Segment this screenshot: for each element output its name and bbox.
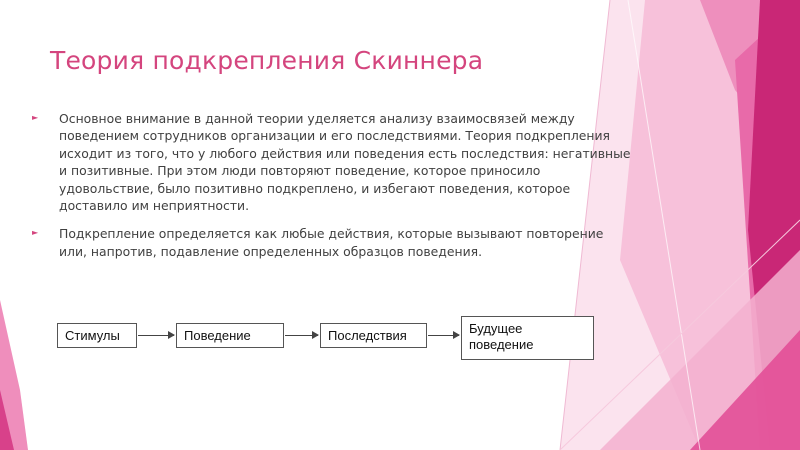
flow-box-consequences: Последствия	[320, 323, 427, 348]
flow-box-future-behavior: Будущее поведение	[461, 316, 594, 360]
flow-arrow-icon	[285, 335, 318, 336]
bullet-arrow-icon: ►	[32, 228, 39, 238]
flow-arrow-icon	[138, 335, 174, 336]
bullet-arrow-icon: ►	[32, 113, 39, 122]
flow-arrow-icon	[428, 335, 459, 336]
slide-title: Теория подкрепления Скиннера	[50, 46, 484, 75]
bullet-text: Основное внимание в данной теории уделяется анализу взаимосвязей между поведением сотрудников организации и его последствиями. Теория подкрепления исходит из того, что у любого действия или поведения есть последствия: негативные и позитивные. При этом люди повторяют поведение, которое приносило удовольствие, было позитивно подкреплено, и избегают поведения, которое доставило им неприятности.	[59, 111, 631, 214]
flow-box-behavior: Поведение	[176, 323, 284, 348]
bullet-text: Подкрепление определяется как любые действия, которые вызывают повторение или, напротив, подавление определенных образцов поведения.	[59, 226, 604, 259]
flow-box-stimuli: Стимулы	[57, 323, 137, 348]
